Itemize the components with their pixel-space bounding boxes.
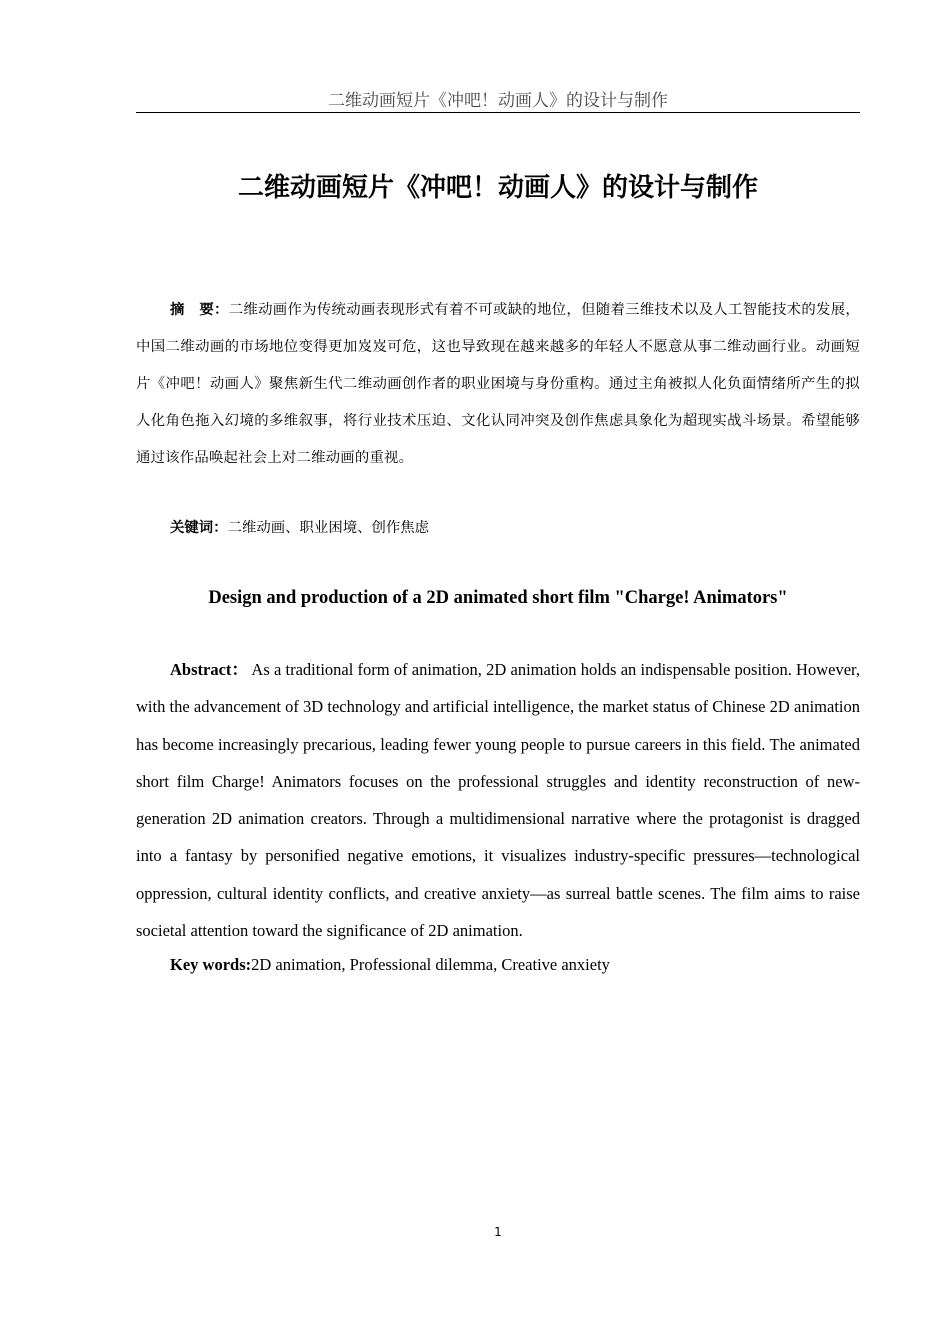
chinese-keywords-label: 关键词： xyxy=(170,520,228,536)
english-abstract xyxy=(136,651,860,949)
running-header: 二维动画短片《冲吧！动画人》的设计与制作 xyxy=(328,91,668,111)
english-keywords xyxy=(170,953,860,977)
english-abstract-label: Abstract： xyxy=(170,660,249,679)
english-keywords-label: Key words: xyxy=(170,955,252,974)
chinese-keywords-text: 二维动画、职业困境、创作焦虑 xyxy=(227,520,430,536)
english-abstract-text: As a traditional form of animation, 2D animation holds an indispensable position. However, with the advancement of 3D technology and artificial intelligence, the market status of Chinese 2D animation has become increasingly precarious, leading fewer young people to pursue careers in this field. The animated short film Charge! Animators focuses on the professional struggles and identity reconstruction of new-generation 2D animation creators. Through a multidimensional narrative where the protagonist is dragged into a fantasy by personified negative emotions, it visualizes industry-specific pressures—technological oppression, cultural identity conflicts, and creative anxiety—as surreal battle scenes. The film aims to raise societal attention toward the significance of 2D animation. xyxy=(136,660,860,941)
chinese-abstract xyxy=(136,292,860,477)
header-rule xyxy=(136,112,860,113)
page-number: 1 xyxy=(494,1225,502,1239)
english-title: Design and production of a 2D animated short film "Charge! Animators" xyxy=(208,588,788,608)
chinese-abstract-label: 摘 要： xyxy=(170,302,229,318)
chinese-title: 二维动画短片《冲吧！动画人》的设计与制作 xyxy=(237,173,758,203)
chinese-keywords xyxy=(170,516,860,540)
english-keywords-text: 2D animation, Professional dilemma, Creative anxiety xyxy=(251,955,610,974)
chinese-abstract-text: 二维动画作为传统动画表现形式有着不可或缺的地位，但随着三维技术以及人工智能技术的发展，中国二维动画的市场地位变得更加岌岌可危，这也导致现在越来越多的年轻人不愿意从事二维动画行业。动画短片《冲吧！动画人》聚焦新生代二维动画创作者的职业困境与身份重构。通过主角被拟人化负面情绪所产生的拟人化角色拖入幻境的多维叙事，将行业技术压迫、文化认同冲突及创作焦虑具象化为超现实战斗场景。希望能够通过该作品唤起社会上对二维动画的重视。 xyxy=(136,302,860,466)
